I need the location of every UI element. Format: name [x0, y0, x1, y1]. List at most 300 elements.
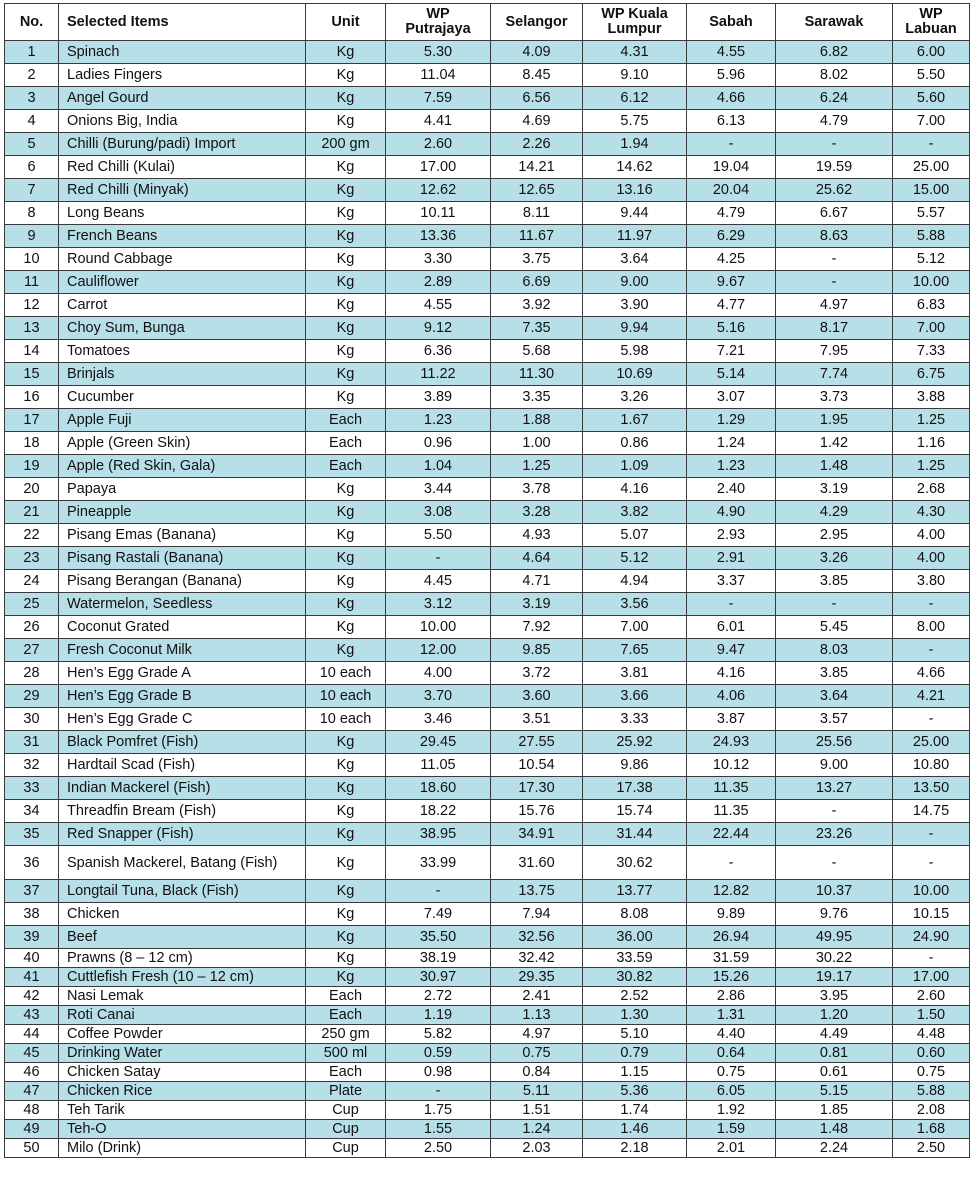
cell-price-wp-labuan: 1.25 — [893, 455, 970, 478]
cell-price-selangor: 2.03 — [491, 1139, 583, 1158]
price-comparison-table — [4, 3, 970, 1158]
cell-price-wp-kuala-lumpur: 17.38 — [583, 777, 687, 800]
cell-price-selangor: 17.30 — [491, 777, 583, 800]
header-unit: Unit — [306, 4, 386, 41]
cell-no: 23 — [5, 547, 59, 570]
cell-price-sarawak: 25.62 — [776, 179, 893, 202]
cell-no: 35 — [5, 823, 59, 846]
cell-item-name: Chicken Rice — [59, 1082, 306, 1101]
cell-price-wp-labuan: 2.68 — [893, 478, 970, 501]
cell-price-wp-labuan: 17.00 — [893, 968, 970, 987]
cell-price-wp-putrajaya: 18.22 — [386, 800, 491, 823]
cell-no: 33 — [5, 777, 59, 800]
table-row — [5, 1120, 970, 1139]
cell-unit: Kg — [306, 616, 386, 639]
cell-price-sabah: 6.13 — [687, 110, 776, 133]
cell-price-selangor: 3.72 — [491, 662, 583, 685]
cell-price-wp-labuan: 7.33 — [893, 340, 970, 363]
cell-price-wp-kuala-lumpur: 1.30 — [583, 1006, 687, 1025]
table-row — [5, 777, 970, 800]
cell-price-wp-labuan: 5.60 — [893, 87, 970, 110]
cell-unit: Kg — [306, 547, 386, 570]
cell-item-name: Coconut Grated — [59, 616, 306, 639]
cell-price-selangor: 11.30 — [491, 363, 583, 386]
cell-item-name: Hardtail Scad (Fish) — [59, 754, 306, 777]
cell-item-name: Pineapple — [59, 501, 306, 524]
header-line: WP — [919, 6, 943, 22]
cell-unit: Kg — [306, 823, 386, 846]
cell-no: 27 — [5, 639, 59, 662]
cell-price-selangor: 4.93 — [491, 524, 583, 547]
cell-no: 24 — [5, 570, 59, 593]
table-row — [5, 846, 970, 880]
table-row — [5, 662, 970, 685]
cell-price-sarawak: - — [776, 133, 893, 156]
cell-price-wp-kuala-lumpur: 1.94 — [583, 133, 687, 156]
cell-price-wp-kuala-lumpur: 4.16 — [583, 478, 687, 501]
cell-price-wp-putrajaya: 3.12 — [386, 593, 491, 616]
cell-unit: Kg — [306, 248, 386, 271]
cell-price-selangor: 1.00 — [491, 432, 583, 455]
cell-price-sabah: 7.21 — [687, 340, 776, 363]
table-row — [5, 1101, 970, 1120]
header-line: Labuan — [905, 21, 957, 37]
cell-price-sabah: 9.89 — [687, 903, 776, 926]
header-wp-labuan — [893, 4, 970, 41]
cell-no: 22 — [5, 524, 59, 547]
header-sarawak — [776, 4, 893, 41]
cell-price-wp-labuan: - — [893, 708, 970, 731]
cell-price-wp-labuan: - — [893, 639, 970, 662]
cell-price-selangor: 27.55 — [491, 731, 583, 754]
cell-price-wp-labuan: 5.88 — [893, 1082, 970, 1101]
cell-item-name: Carrot — [59, 294, 306, 317]
cell-unit: Kg — [306, 926, 386, 949]
cell-item-name: Long Beans — [59, 202, 306, 225]
cell-item-name: Tomatoes — [59, 340, 306, 363]
cell-price-wp-kuala-lumpur: 8.08 — [583, 903, 687, 926]
cell-price-wp-labuan: 4.00 — [893, 524, 970, 547]
cell-no: 31 — [5, 731, 59, 754]
table-row — [5, 87, 970, 110]
cell-price-wp-putrajaya: 2.60 — [386, 133, 491, 156]
cell-price-wp-labuan: 1.68 — [893, 1120, 970, 1139]
cell-price-sarawak: 19.59 — [776, 156, 893, 179]
cell-price-wp-kuala-lumpur: 5.10 — [583, 1025, 687, 1044]
cell-price-wp-labuan: 6.83 — [893, 294, 970, 317]
cell-unit: 200 gm — [306, 133, 386, 156]
table-row — [5, 386, 970, 409]
cell-unit: Kg — [306, 949, 386, 968]
table-row — [5, 1044, 970, 1063]
cell-price-sarawak: 1.20 — [776, 1006, 893, 1025]
cell-price-sarawak: 5.45 — [776, 616, 893, 639]
table-row — [5, 248, 970, 271]
cell-price-wp-putrajaya: 5.82 — [386, 1025, 491, 1044]
cell-price-wp-putrajaya: 3.89 — [386, 386, 491, 409]
cell-unit: 10 each — [306, 662, 386, 685]
cell-price-sabah: 11.35 — [687, 800, 776, 823]
cell-price-wp-labuan: - — [893, 846, 970, 880]
cell-price-wp-putrajaya: 0.96 — [386, 432, 491, 455]
cell-price-wp-labuan: 10.00 — [893, 271, 970, 294]
cell-price-selangor: 31.60 — [491, 846, 583, 880]
cell-price-sabah: 0.75 — [687, 1063, 776, 1082]
cell-unit: Kg — [306, 800, 386, 823]
cell-price-wp-putrajaya: - — [386, 1082, 491, 1101]
cell-price-sabah: 3.87 — [687, 708, 776, 731]
cell-price-wp-labuan: 8.00 — [893, 616, 970, 639]
cell-price-sarawak: - — [776, 800, 893, 823]
cell-price-wp-labuan: - — [893, 133, 970, 156]
cell-unit: Kg — [306, 593, 386, 616]
cell-price-wp-labuan: 3.80 — [893, 570, 970, 593]
cell-item-name: Angel Gourd — [59, 87, 306, 110]
cell-price-wp-kuala-lumpur: 9.86 — [583, 754, 687, 777]
cell-price-wp-labuan: 25.00 — [893, 731, 970, 754]
cell-price-sabah: 1.92 — [687, 1101, 776, 1120]
header-row — [5, 4, 970, 41]
cell-price-sabah: 24.93 — [687, 731, 776, 754]
cell-no: 39 — [5, 926, 59, 949]
cell-price-sabah: 4.77 — [687, 294, 776, 317]
table-row — [5, 317, 970, 340]
cell-price-wp-kuala-lumpur: 30.62 — [583, 846, 687, 880]
cell-no: 19 — [5, 455, 59, 478]
cell-item-name: Hen’s Egg Grade C — [59, 708, 306, 731]
cell-price-sabah: 9.67 — [687, 271, 776, 294]
cell-price-selangor: 3.78 — [491, 478, 583, 501]
cell-price-wp-putrajaya: 17.00 — [386, 156, 491, 179]
cell-price-selangor: 1.51 — [491, 1101, 583, 1120]
cell-price-wp-kuala-lumpur: 13.77 — [583, 880, 687, 903]
cell-item-name: Roti Canai — [59, 1006, 306, 1025]
cell-price-sarawak: 9.76 — [776, 903, 893, 926]
header-line: Sarawak — [804, 13, 864, 30]
cell-price-sabah: 1.31 — [687, 1006, 776, 1025]
cell-price-wp-kuala-lumpur: 5.36 — [583, 1082, 687, 1101]
cell-no: 29 — [5, 685, 59, 708]
table-row — [5, 949, 970, 968]
cell-item-name: Chicken — [59, 903, 306, 926]
header-line: Lumpur — [607, 21, 662, 37]
cell-price-wp-labuan: 24.90 — [893, 926, 970, 949]
cell-unit: Plate — [306, 1082, 386, 1101]
table-row — [5, 1082, 970, 1101]
cell-price-selangor: 4.97 — [491, 1025, 583, 1044]
cell-price-sarawak: 3.73 — [776, 386, 893, 409]
cell-price-wp-kuala-lumpur: 13.16 — [583, 179, 687, 202]
cell-price-wp-kuala-lumpur: 3.81 — [583, 662, 687, 685]
cell-price-wp-labuan: 4.21 — [893, 685, 970, 708]
cell-price-sabah: 5.96 — [687, 64, 776, 87]
cell-item-name: Round Cabbage — [59, 248, 306, 271]
cell-price-wp-putrajaya: 4.55 — [386, 294, 491, 317]
cell-price-wp-putrajaya: 1.75 — [386, 1101, 491, 1120]
cell-no: 32 — [5, 754, 59, 777]
cell-price-wp-labuan: 7.00 — [893, 317, 970, 340]
table-row — [5, 880, 970, 903]
cell-price-wp-kuala-lumpur: 2.18 — [583, 1139, 687, 1158]
cell-price-sabah: 4.90 — [687, 501, 776, 524]
cell-price-sabah: 4.79 — [687, 202, 776, 225]
table-row — [5, 754, 970, 777]
cell-price-sarawak: 4.49 — [776, 1025, 893, 1044]
cell-price-wp-putrajaya: 38.95 — [386, 823, 491, 846]
cell-price-sarawak: 7.74 — [776, 363, 893, 386]
cell-price-selangor: 4.09 — [491, 41, 583, 64]
cell-price-wp-labuan: 14.75 — [893, 800, 970, 823]
cell-price-selangor: 14.21 — [491, 156, 583, 179]
cell-price-sabah: 6.01 — [687, 616, 776, 639]
cell-no: 10 — [5, 248, 59, 271]
cell-price-wp-putrajaya: 12.00 — [386, 639, 491, 662]
cell-price-wp-labuan: 4.48 — [893, 1025, 970, 1044]
cell-price-sabah: - — [687, 846, 776, 880]
table-row — [5, 708, 970, 731]
cell-no: 16 — [5, 386, 59, 409]
cell-price-sabah: 12.82 — [687, 880, 776, 903]
cell-price-sarawak: - — [776, 271, 893, 294]
cell-price-sabah: 31.59 — [687, 949, 776, 968]
cell-price-sabah: 4.66 — [687, 87, 776, 110]
table-row — [5, 41, 970, 64]
cell-price-wp-putrajaya: 9.12 — [386, 317, 491, 340]
cell-price-sabah: 6.29 — [687, 225, 776, 248]
cell-price-wp-kuala-lumpur: 11.97 — [583, 225, 687, 248]
cell-item-name: Watermelon, Seedless — [59, 593, 306, 616]
cell-price-sarawak: 4.97 — [776, 294, 893, 317]
cell-price-wp-labuan: 1.50 — [893, 1006, 970, 1025]
cell-price-sarawak: 5.15 — [776, 1082, 893, 1101]
cell-price-selangor: 3.28 — [491, 501, 583, 524]
cell-item-name: Coffee Powder — [59, 1025, 306, 1044]
cell-no: 2 — [5, 64, 59, 87]
cell-price-sabah: 10.12 — [687, 754, 776, 777]
cell-price-wp-putrajaya: 4.45 — [386, 570, 491, 593]
table-row — [5, 202, 970, 225]
cell-price-wp-kuala-lumpur: 30.82 — [583, 968, 687, 987]
cell-unit: 250 gm — [306, 1025, 386, 1044]
cell-price-sabah: 1.23 — [687, 455, 776, 478]
cell-price-wp-labuan: 10.80 — [893, 754, 970, 777]
header-no: No. — [5, 4, 59, 41]
cell-item-name: Cucumber — [59, 386, 306, 409]
cell-price-wp-putrajaya: 0.98 — [386, 1063, 491, 1082]
cell-price-sabah: 2.93 — [687, 524, 776, 547]
cell-no: 49 — [5, 1120, 59, 1139]
cell-price-selangor: 10.54 — [491, 754, 583, 777]
cell-price-wp-kuala-lumpur: 3.66 — [583, 685, 687, 708]
cell-price-wp-kuala-lumpur: 15.74 — [583, 800, 687, 823]
cell-item-name: Pisang Rastali (Banana) — [59, 547, 306, 570]
cell-unit: Kg — [306, 41, 386, 64]
cell-price-selangor: 12.65 — [491, 179, 583, 202]
cell-no: 26 — [5, 616, 59, 639]
cell-price-wp-kuala-lumpur: 33.59 — [583, 949, 687, 968]
cell-price-wp-kuala-lumpur: 1.74 — [583, 1101, 687, 1120]
cell-price-selangor: 2.26 — [491, 133, 583, 156]
cell-unit: Each — [306, 1063, 386, 1082]
cell-price-selangor: 3.75 — [491, 248, 583, 271]
header-selected-items: Selected Items — [59, 4, 306, 41]
cell-item-name: Chilli (Burung/padi) Import — [59, 133, 306, 156]
cell-price-selangor: 4.64 — [491, 547, 583, 570]
cell-item-name: Indian Mackerel (Fish) — [59, 777, 306, 800]
cell-item-name: Spanish Mackerel, Batang (Fish) — [59, 846, 306, 880]
cell-price-wp-labuan: 6.75 — [893, 363, 970, 386]
cell-price-sarawak: 1.48 — [776, 1120, 893, 1139]
cell-price-wp-putrajaya: 7.59 — [386, 87, 491, 110]
cell-unit: Cup — [306, 1120, 386, 1139]
cell-unit: Kg — [306, 386, 386, 409]
cell-price-wp-kuala-lumpur: 3.56 — [583, 593, 687, 616]
cell-item-name: Brinjals — [59, 363, 306, 386]
cell-price-selangor: 7.92 — [491, 616, 583, 639]
cell-price-wp-kuala-lumpur: 36.00 — [583, 926, 687, 949]
cell-price-wp-labuan: 5.12 — [893, 248, 970, 271]
cell-price-wp-kuala-lumpur: 9.44 — [583, 202, 687, 225]
cell-unit: Kg — [306, 110, 386, 133]
cell-price-sarawak: 1.42 — [776, 432, 893, 455]
cell-price-wp-putrajaya: 1.55 — [386, 1120, 491, 1139]
cell-price-sabah: 15.26 — [687, 968, 776, 987]
cell-price-sarawak: 1.85 — [776, 1101, 893, 1120]
table-row — [5, 64, 970, 87]
cell-no: 5 — [5, 133, 59, 156]
cell-price-selangor: 0.75 — [491, 1044, 583, 1063]
cell-price-wp-kuala-lumpur: 25.92 — [583, 731, 687, 754]
cell-price-wp-kuala-lumpur: 5.07 — [583, 524, 687, 547]
cell-price-selangor: 3.51 — [491, 708, 583, 731]
cell-price-sabah: 5.16 — [687, 317, 776, 340]
cell-price-wp-labuan: 10.00 — [893, 880, 970, 903]
cell-unit: Kg — [306, 570, 386, 593]
header-wp-putrajaya — [386, 4, 491, 41]
table-row — [5, 1025, 970, 1044]
table-row — [5, 455, 970, 478]
cell-price-wp-putrajaya: 3.30 — [386, 248, 491, 271]
cell-price-wp-putrajaya: 7.49 — [386, 903, 491, 926]
cell-price-wp-kuala-lumpur: 9.94 — [583, 317, 687, 340]
cell-price-wp-putrajaya: 13.36 — [386, 225, 491, 248]
cell-unit: Cup — [306, 1139, 386, 1158]
cell-item-name: Fresh Coconut Milk — [59, 639, 306, 662]
cell-price-wp-labuan: 2.50 — [893, 1139, 970, 1158]
cell-unit: 10 each — [306, 685, 386, 708]
cell-item-name: Cauliflower — [59, 271, 306, 294]
cell-price-sabah: 5.14 — [687, 363, 776, 386]
cell-price-sarawak: 8.63 — [776, 225, 893, 248]
cell-price-wp-kuala-lumpur: 2.52 — [583, 987, 687, 1006]
cell-price-selangor: 3.92 — [491, 294, 583, 317]
cell-no: 11 — [5, 271, 59, 294]
cell-no: 21 — [5, 501, 59, 524]
cell-no: 20 — [5, 478, 59, 501]
table-row — [5, 409, 970, 432]
table-row — [5, 1006, 970, 1025]
cell-price-sarawak: 1.48 — [776, 455, 893, 478]
cell-price-selangor: 8.45 — [491, 64, 583, 87]
cell-unit: Kg — [306, 501, 386, 524]
header-wp-kuala-lumpur — [583, 4, 687, 41]
table-row — [5, 340, 970, 363]
cell-no: 3 — [5, 87, 59, 110]
cell-price-wp-putrajaya: 3.08 — [386, 501, 491, 524]
cell-price-wp-kuala-lumpur: 1.46 — [583, 1120, 687, 1139]
cell-item-name: Drinking Water — [59, 1044, 306, 1063]
cell-price-wp-putrajaya: 38.19 — [386, 949, 491, 968]
cell-price-wp-labuan: 15.00 — [893, 179, 970, 202]
cell-price-sabah: 26.94 — [687, 926, 776, 949]
cell-item-name: Threadfin Bream (Fish) — [59, 800, 306, 823]
cell-no: 48 — [5, 1101, 59, 1120]
cell-price-sabah: 3.07 — [687, 386, 776, 409]
cell-price-wp-kuala-lumpur: 10.69 — [583, 363, 687, 386]
cell-item-name: Pisang Emas (Banana) — [59, 524, 306, 547]
cell-price-wp-kuala-lumpur: 31.44 — [583, 823, 687, 846]
cell-price-sarawak: 49.95 — [776, 926, 893, 949]
cell-price-selangor: 3.35 — [491, 386, 583, 409]
cell-item-name: Longtail Tuna, Black (Fish) — [59, 880, 306, 903]
cell-price-sarawak: 9.00 — [776, 754, 893, 777]
cell-price-wp-labuan: 5.88 — [893, 225, 970, 248]
cell-unit: Kg — [306, 903, 386, 926]
cell-price-wp-putrajaya: 2.89 — [386, 271, 491, 294]
cell-price-sarawak: 3.64 — [776, 685, 893, 708]
table-row — [5, 800, 970, 823]
cell-price-sarawak: 13.27 — [776, 777, 893, 800]
cell-price-wp-putrajaya: 12.62 — [386, 179, 491, 202]
cell-unit: Kg — [306, 754, 386, 777]
table-row — [5, 133, 970, 156]
cell-price-wp-kuala-lumpur: 5.12 — [583, 547, 687, 570]
cell-price-sabah: 1.29 — [687, 409, 776, 432]
cell-unit: Kg — [306, 639, 386, 662]
cell-price-wp-labuan: 2.08 — [893, 1101, 970, 1120]
cell-no: 36 — [5, 846, 59, 880]
cell-price-wp-kuala-lumpur: 9.10 — [583, 64, 687, 87]
table-row — [5, 570, 970, 593]
cell-unit: Kg — [306, 179, 386, 202]
cell-item-name: Pisang Berangan (Banana) — [59, 570, 306, 593]
cell-price-wp-kuala-lumpur: 14.62 — [583, 156, 687, 179]
cell-price-wp-kuala-lumpur: 3.90 — [583, 294, 687, 317]
cell-price-sabah: 6.05 — [687, 1082, 776, 1101]
cell-no: 25 — [5, 593, 59, 616]
cell-price-selangor: 1.88 — [491, 409, 583, 432]
cell-price-selangor: 15.76 — [491, 800, 583, 823]
header-line: Selangor — [505, 13, 568, 30]
table-row — [5, 1139, 970, 1158]
cell-item-name: Spinach — [59, 41, 306, 64]
table-body — [5, 41, 970, 1158]
cell-unit: Kg — [306, 880, 386, 903]
cell-price-sabah: 22.44 — [687, 823, 776, 846]
cell-price-wp-putrajaya: 33.99 — [386, 846, 491, 880]
cell-price-wp-labuan: 10.15 — [893, 903, 970, 926]
cell-price-wp-labuan: - — [893, 949, 970, 968]
cell-price-wp-labuan: 0.60 — [893, 1044, 970, 1063]
cell-price-sarawak: - — [776, 846, 893, 880]
cell-item-name: Apple (Red Skin, Gala) — [59, 455, 306, 478]
cell-price-selangor: 8.11 — [491, 202, 583, 225]
cell-price-selangor: 32.42 — [491, 949, 583, 968]
cell-no: 14 — [5, 340, 59, 363]
cell-price-sarawak: 2.95 — [776, 524, 893, 547]
cell-price-sarawak: 6.67 — [776, 202, 893, 225]
cell-item-name: Nasi Lemak — [59, 987, 306, 1006]
